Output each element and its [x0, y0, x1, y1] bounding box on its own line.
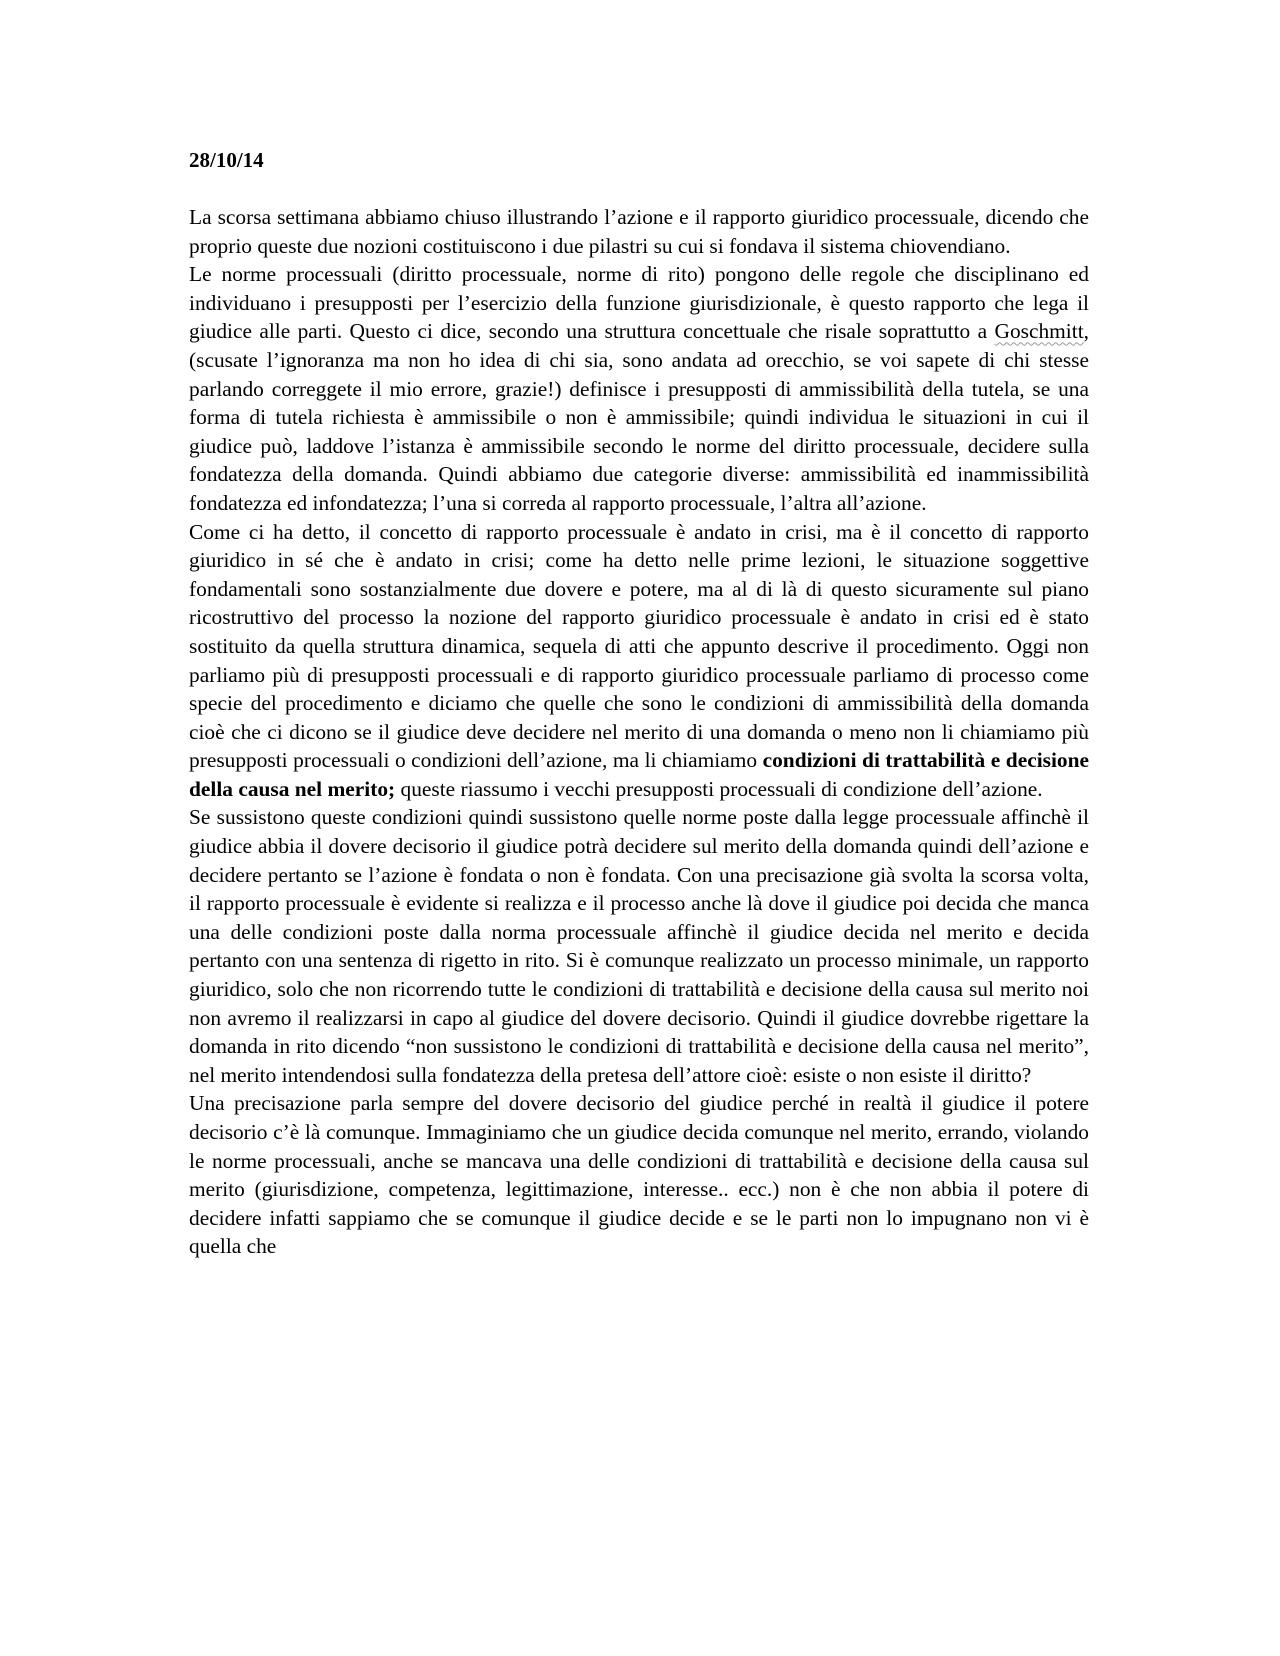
paragraph-2-text-before: Le norme processuali (diritto processuale, norme di rito) pongono delle regole che disciplinano ed individuano i presupposti per l’esercizio della funzione giurisdizionale, è questo rapporto che lega il giudice alle parti. Questo ci dice, secondo una struttura concettuale che risale soprattutto a: [189, 262, 1089, 344]
paragraph-4: Se sussistono queste condizioni quindi sussistono quelle norme poste dalla legge processuale affinchè il giudice abbia il dovere decisorio il giudice potrà decidere sul merito della domanda quindi dell’azione e decidere pertanto se l’azione è fondata o non è fondata. Con una precisazione già svolta la scorsa volta, il rapporto processuale è evidente si realizza e il processo anche là dove il giudice poi decida che manca una delle condizioni poste dalla norma processuale affinchè il giudice decida nel merito e decida pertanto con una sentenza di rigetto in rito. Si è comunque realizzato un processo minimale, un rapporto giuridico, solo che non ricorrendo tutte le condizioni di trattabilità e decisione della causa sul merito noi non avremo il realizzarsi in capo al giudice del dovere decisorio. Quindi il giudice dovrebbe rigettare la domanda in rito dicendo “non sussistono le condizioni di trattabilità e decisione della causa nel merito”, nel merito intendendosi sulla fondatezza della pretesa dell’attore cioè: esiste o non esiste il diritto?: [189, 805, 1089, 1087]
paragraph-3-text-after: queste riassumo i vecchi presupposti processuali di condizione dell’azione.: [395, 776, 1043, 801]
document-date: 28/10/14: [189, 148, 264, 172]
paragraph-3-text-before: Come ci ha detto, il concetto di rapporto processuale è andato in crisi, ma è il concetto di rapporto giuridico in sé che è andato in crisi; come ha detto nelle prime lezioni, le situazione soggettive fondamentali sono sostanzialmente due dovere e potere, ma al di là di questo sicuramente sul piano ricostruttivo del processo la nozione del rapporto giuridico processuale è andato in crisi ed è stato sostituito da quella struttura dinamica, sequela di atti che appunto descrive il procedimento. Oggi non parliamo più di presupposti processuali e di rapporto giuridico processuale parliamo di processo come specie del procedimento e diciamo che quelle che sono le condizioni di ammissibilità della domanda cioè che ci dicono se il giudice deve decidere nel merito di una domanda o meno non li chiamiamo più presupposti processuali o condizioni dell’azione, ma li chiamiamo: [189, 519, 1089, 773]
paragraph-1: La scorsa settimana abbiamo chiuso illustrando l’azione e il rapporto giuridico processuale, dicendo che proprio queste due nozioni costituiscono i due pilastri su cui si fondava il sistema chiovendiano.: [189, 205, 1089, 258]
paragraph-3-bold-phrase: condizioni di trattabilità e decisione della causa nel merito;: [189, 748, 1089, 801]
paragraph-3: [189, 518, 1089, 804]
paragraph-5: Una precisazione parla sempre del dovere decisorio del giudice perché in realtà il giudice il potere decisorio c’è là comunque. Immaginiamo che un giudice decida comunque nel merito, errando, violando le norme processuali, anche se mancava una delle condizioni di trattabilità e decisione della causa sul merito (giurisdizione, competenza, legittimazione, interesse.. ecc.) non è che non abbia il potere di decidere infatti sappiamo che se comunque il giudice decide e se le parti non lo impugnano non vi è quella che: [189, 1091, 1089, 1259]
document-page: [189, 146, 1089, 1261]
paragraph-2: [189, 260, 1089, 517]
spellcheck-underlined-name: Goschmitt: [994, 319, 1084, 344]
paragraph-2-text-after: , (scusate l’ignoranza ma non ho idea di chi sia, sono andata ad orecchio, se voi sapete di chi stesse parlando correggete il mio errore, grazie!) definisce i presupposti di ammissibilità della tutela, se una forma di tutela richiesta è ammissibile o non è ammissibile; quindi individua le situazioni in cui il giudice può, laddove l’istanza è ammissibile secondo le norme del diritto processuale, decidere sulla fondatezza della domanda. Quindi abbiamo due categorie diverse: ammissibilità ed inammissibilità fondatezza ed infondatezza; l’una si correda al rapporto processuale, l’altra all’azione.: [189, 319, 1089, 515]
